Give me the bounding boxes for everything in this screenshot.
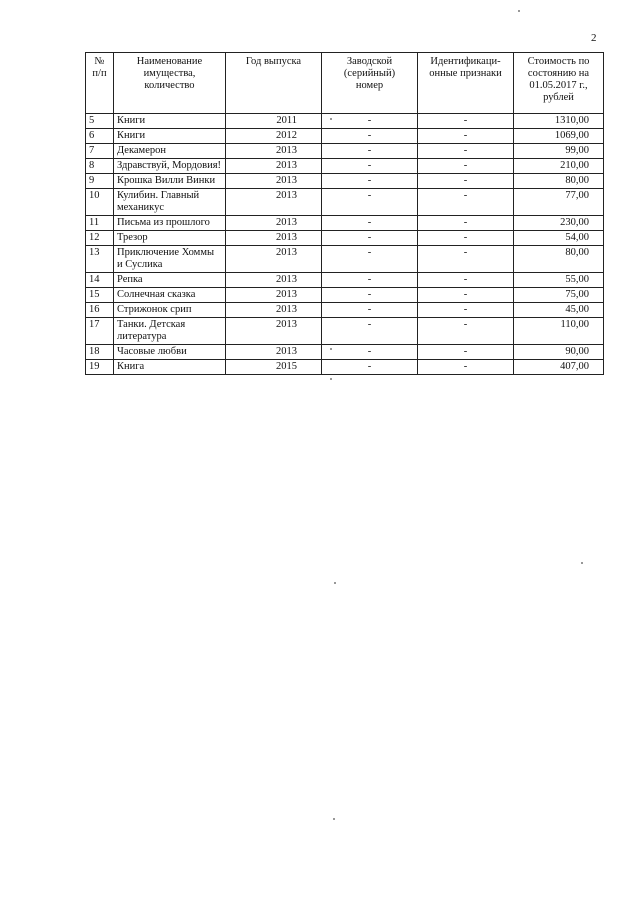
cell-ident: - <box>418 360 514 375</box>
cell-cost: 80,00 <box>514 174 604 189</box>
table-row <box>86 345 604 360</box>
cell-cost: 1069,00 <box>514 129 604 144</box>
cell-serial: - <box>322 144 418 159</box>
cell-cost: 407,00 <box>514 360 604 375</box>
page-number: 2 <box>591 32 597 44</box>
cell-ident: - <box>418 114 514 129</box>
cell-year: 2013 <box>226 159 322 174</box>
scan-speck <box>334 582 336 584</box>
cell-name: Декамерон <box>114 144 226 159</box>
cell-cost: 45,00 <box>514 303 604 318</box>
cell-cost: 110,00 <box>514 318 604 345</box>
cell-serial: - <box>322 189 418 216</box>
cell-year: 2011 <box>226 114 322 129</box>
cell-name: Книги <box>114 114 226 129</box>
cell-cost: 55,00 <box>514 273 604 288</box>
cell-number: 5 <box>86 114 114 129</box>
scan-speck <box>330 348 332 350</box>
cell-ident: - <box>418 273 514 288</box>
cell-number: 12 <box>86 231 114 246</box>
table-row <box>86 288 604 303</box>
cell-ident: - <box>418 189 514 216</box>
scan-speck <box>518 10 520 12</box>
cell-year: 2015 <box>226 360 322 375</box>
cell-year: 2013 <box>226 273 322 288</box>
cell-ident: - <box>418 303 514 318</box>
table-row <box>86 189 604 216</box>
cell-serial: - <box>322 174 418 189</box>
cell-name: Здравствуй, Мордовия! <box>114 159 226 174</box>
cell-name: Книги <box>114 129 226 144</box>
cell-cost: 75,00 <box>514 288 604 303</box>
table-row <box>86 114 604 129</box>
cell-name: Крошка Вилли Винки <box>114 174 226 189</box>
cell-number: 19 <box>86 360 114 375</box>
cell-serial: - <box>322 246 418 273</box>
cell-cost: 230,00 <box>514 216 604 231</box>
cell-year: 2013 <box>226 246 322 273</box>
table-row <box>86 273 604 288</box>
table-row <box>86 246 604 273</box>
table-row <box>86 159 604 174</box>
table-row <box>86 144 604 159</box>
cell-ident: - <box>418 288 514 303</box>
cell-year: 2013 <box>226 303 322 318</box>
cell-ident: - <box>418 246 514 273</box>
cell-cost: 1310,00 <box>514 114 604 129</box>
scan-speck <box>330 118 332 120</box>
cell-name: Солнечная сказка <box>114 288 226 303</box>
table-row <box>86 231 604 246</box>
cell-year: 2013 <box>226 345 322 360</box>
table-body <box>86 114 604 375</box>
table-row <box>86 303 604 318</box>
cell-serial: - <box>322 273 418 288</box>
cell-year: 2013 <box>226 144 322 159</box>
table-row <box>86 318 604 345</box>
cell-year: 2013 <box>226 216 322 231</box>
cell-year: 2013 <box>226 231 322 246</box>
table-row <box>86 216 604 231</box>
cell-cost: 99,00 <box>514 144 604 159</box>
cell-serial: - <box>322 318 418 345</box>
table-row <box>86 129 604 144</box>
cell-serial: - <box>322 216 418 231</box>
cell-serial: - <box>322 303 418 318</box>
cell-serial: - <box>322 288 418 303</box>
table-row <box>86 174 604 189</box>
cell-number: 18 <box>86 345 114 360</box>
cell-number: 9 <box>86 174 114 189</box>
cell-serial: - <box>322 114 418 129</box>
table-row <box>86 360 604 375</box>
cell-ident: - <box>418 129 514 144</box>
cell-cost: 90,00 <box>514 345 604 360</box>
cell-number: 10 <box>86 189 114 216</box>
cell-year: 2013 <box>226 318 322 345</box>
scan-speck <box>330 378 332 380</box>
cell-ident: - <box>418 144 514 159</box>
header-serial: Заводской (серийный) номер <box>322 53 418 114</box>
cell-serial: - <box>322 345 418 360</box>
inventory-table <box>85 52 604 375</box>
cell-name: Трезор <box>114 231 226 246</box>
cell-year: 2013 <box>226 288 322 303</box>
cell-name: Письма из прошлого <box>114 216 226 231</box>
cell-cost: 80,00 <box>514 246 604 273</box>
cell-number: 13 <box>86 246 114 273</box>
cell-number: 15 <box>86 288 114 303</box>
cell-serial: - <box>322 159 418 174</box>
cell-name: Приключение Хоммы и Суслика <box>114 246 226 273</box>
cell-number: 14 <box>86 273 114 288</box>
cell-cost: 77,00 <box>514 189 604 216</box>
cell-number: 11 <box>86 216 114 231</box>
cell-year: 2013 <box>226 174 322 189</box>
cell-name: Репка <box>114 273 226 288</box>
cell-number: 7 <box>86 144 114 159</box>
scan-speck <box>333 818 335 820</box>
cell-name: Часовые любви <box>114 345 226 360</box>
cell-year: 2013 <box>226 189 322 216</box>
cell-ident: - <box>418 231 514 246</box>
header-ident: Идентификаци- онные признаки <box>418 53 514 114</box>
header-year: Год выпуска <box>226 53 322 114</box>
cell-ident: - <box>418 318 514 345</box>
cell-serial: - <box>322 129 418 144</box>
cell-name: Книга <box>114 360 226 375</box>
header-cost: Стоимость по состоянию на 01.05.2017 г., рублей <box>514 53 604 114</box>
cell-number: 8 <box>86 159 114 174</box>
scan-speck <box>581 562 583 564</box>
cell-ident: - <box>418 174 514 189</box>
cell-number: 17 <box>86 318 114 345</box>
cell-serial: - <box>322 360 418 375</box>
table-header-row <box>86 53 604 114</box>
cell-name: Танки. Детская литература <box>114 318 226 345</box>
cell-name: Кулибин. Главный механикус <box>114 189 226 216</box>
cell-cost: 210,00 <box>514 159 604 174</box>
cell-name: Стрижонок срип <box>114 303 226 318</box>
cell-cost: 54,00 <box>514 231 604 246</box>
cell-number: 6 <box>86 129 114 144</box>
cell-ident: - <box>418 345 514 360</box>
cell-serial: - <box>322 231 418 246</box>
cell-year: 2012 <box>226 129 322 144</box>
cell-ident: - <box>418 159 514 174</box>
cell-ident: - <box>418 216 514 231</box>
header-number: № п/п <box>86 53 114 114</box>
cell-number: 16 <box>86 303 114 318</box>
header-name: Наименование имущества, количество <box>114 53 226 114</box>
